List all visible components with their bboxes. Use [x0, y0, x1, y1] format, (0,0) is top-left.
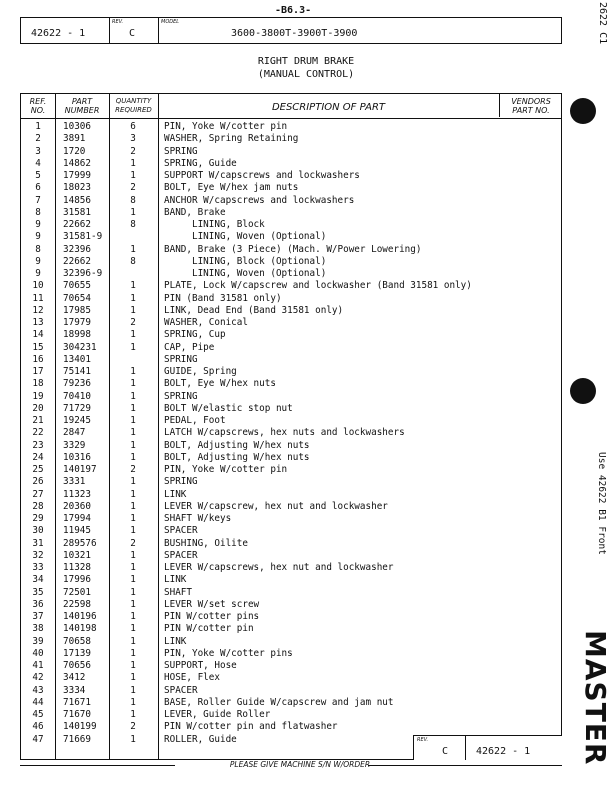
- part-number-cell: 17999: [63, 170, 91, 181]
- ref-cell: 15: [32, 341, 44, 353]
- quantity-cell: 1: [130, 525, 136, 537]
- description-cell: SPRING, Guide: [164, 157, 237, 169]
- description-cell: LINK: [164, 635, 187, 647]
- description-cell: BOLT, Eye W/hex jam nuts: [164, 182, 299, 194]
- part-number-cell: 3334: [63, 684, 86, 696]
- part-number-cell: 3891: [63, 133, 86, 145]
- ref-cell: 44: [32, 696, 44, 708]
- ref-cell: 9: [35, 219, 41, 230]
- table-row: [21, 158, 563, 170]
- quantity-cell: 1: [130, 733, 136, 745]
- table-row: [21, 182, 563, 194]
- table-row: [21, 403, 563, 415]
- ref-cell: 5: [35, 170, 41, 181]
- ref-cell: 47: [32, 733, 44, 745]
- part-number-cell: 10316: [63, 451, 91, 463]
- ref-cell: 27: [32, 488, 44, 500]
- col-header-vendors: VENDORS PART NO.: [511, 97, 551, 115]
- footer-rev-label: REV.: [417, 737, 429, 743]
- quantity-cell: 8: [130, 255, 136, 267]
- description-cell: BOLT, Adjusting W/hex nuts: [164, 451, 310, 463]
- part-number-cell: 72501: [63, 586, 91, 598]
- description-cell: PEDAL, Foot: [164, 415, 226, 426]
- ref-cell: 40: [32, 647, 44, 659]
- parts-table: [20, 93, 562, 760]
- quantity-cell: 1: [130, 549, 136, 561]
- ref-cell: 23: [32, 439, 44, 451]
- ref-cell: 24: [32, 451, 44, 463]
- description-cell: LEVER W/set screw: [164, 598, 260, 610]
- quantity-cell: 1: [130, 402, 136, 414]
- table-row: [21, 231, 563, 243]
- header-box: [20, 17, 562, 44]
- quantity-cell: 1: [130, 635, 136, 647]
- quantity-cell: 1: [130, 280, 136, 292]
- ref-cell: 25: [32, 464, 44, 475]
- quantity-cell: 1: [130, 598, 136, 610]
- part-number-cell: 140197: [63, 464, 97, 475]
- description-cell: BOLT, Adjusting W/hex nuts: [164, 439, 310, 451]
- ref-cell: 36: [32, 598, 44, 610]
- ref-cell: 14: [32, 329, 44, 341]
- table-row: [21, 440, 563, 452]
- table-row: [21, 244, 563, 256]
- col-header-ref: REF. NO.: [29, 97, 47, 115]
- part-number-cell: 71729: [63, 402, 91, 414]
- part-number-cell: 70655: [63, 280, 91, 292]
- description-cell: SPACER: [164, 549, 198, 561]
- part-number-cell: 17979: [63, 317, 91, 328]
- quantity-cell: 1: [130, 709, 136, 720]
- table-row: [21, 550, 563, 562]
- description-cell: SUPPORT, Hose: [164, 660, 237, 671]
- table-row: [21, 366, 563, 378]
- table-row: [21, 611, 563, 623]
- page-title: RIGHT DRUM BRAKE: [257, 56, 355, 67]
- quantity-cell: 6: [130, 121, 136, 132]
- quantity-cell: 1: [130, 488, 136, 500]
- ref-cell: 39: [32, 635, 44, 647]
- description-cell: LINING, Block (Optional): [164, 255, 327, 267]
- punch-hole-icon: [570, 378, 596, 404]
- part-number-cell: 17139: [63, 647, 91, 659]
- part-number-cell: 14862: [63, 157, 91, 169]
- quantity-cell: 2: [130, 145, 136, 157]
- ref-cell: 11: [32, 292, 44, 304]
- part-number-cell: 14856: [63, 194, 91, 206]
- part-number-cell: 13401: [63, 353, 91, 365]
- page-number: -B6.3-: [275, 5, 312, 16]
- table-row: [21, 697, 563, 709]
- ref-cell: 19: [32, 390, 44, 402]
- description-cell: LINING, Woven (Optional): [164, 268, 327, 279]
- table-row: [21, 280, 563, 292]
- quantity-cell: 1: [130, 206, 136, 218]
- quantity-cell: 1: [130, 170, 136, 181]
- table-row: [21, 489, 563, 501]
- part-number-cell: 11328: [63, 562, 91, 573]
- table-row: [21, 574, 563, 586]
- table-row: [21, 146, 563, 158]
- ref-cell: 2: [35, 133, 41, 145]
- part-number-cell: 32396: [63, 243, 91, 255]
- description-cell: LEVER W/capscrews, hex nut and lockwasher: [164, 562, 394, 573]
- ref-cell: 20: [32, 402, 44, 414]
- description-cell: WASHER, Conical: [164, 317, 248, 328]
- table-row: [21, 391, 563, 403]
- quantity-cell: 1: [130, 304, 136, 316]
- description-cell: ROLLER, Guide: [164, 733, 237, 745]
- description-cell: PIN W/cotter pins: [164, 611, 260, 622]
- part-number-cell: 17985: [63, 304, 91, 316]
- description-cell: LEVER, Guide Roller: [164, 709, 271, 720]
- table-row: [21, 329, 563, 341]
- col-header-description: DESCRIPTION OF PART: [271, 102, 386, 113]
- quantity-cell: 1: [130, 672, 136, 684]
- part-number-cell: 79236: [63, 378, 91, 390]
- part-number-cell: 31581: [63, 206, 91, 218]
- quantity-cell: 1: [130, 660, 136, 671]
- part-number-cell: 140198: [63, 623, 97, 635]
- table-row: [21, 709, 563, 721]
- quantity-cell: 1: [130, 427, 136, 439]
- footer-rev: C: [442, 746, 449, 757]
- part-number-cell: 17994: [63, 513, 91, 524]
- description-cell: SUPPORT W/capscrews and lockwashers: [164, 170, 360, 181]
- ref-cell: 21: [32, 415, 44, 426]
- description-cell: LINK: [164, 488, 187, 500]
- part-number-cell: 70654: [63, 292, 91, 304]
- table-row: [21, 525, 563, 537]
- table-row: [21, 476, 563, 488]
- ref-cell: 31: [32, 537, 44, 549]
- ref-cell: 17: [32, 366, 44, 377]
- table-row: [21, 305, 563, 317]
- quantity-cell: 1: [130, 329, 136, 341]
- quantity-cell: 1: [130, 476, 136, 488]
- description-cell: SHAFT W/keys: [164, 513, 232, 524]
- master-stamp: MASTER: [579, 630, 612, 766]
- table-row: [21, 685, 563, 697]
- table-row: [21, 672, 563, 684]
- quantity-cell: 3: [130, 133, 136, 145]
- description-cell: BAND, Brake: [164, 206, 226, 218]
- description-cell: PIN, Yoke W/cotter pin: [164, 464, 288, 475]
- description-cell: BASE, Roller Guide W/capscrew and jam nut: [164, 696, 394, 708]
- description-cell: LINING, Block: [164, 219, 265, 230]
- margin-note: Use 42622 B1 Front: [596, 452, 607, 555]
- description-cell: GUIDE, Spring: [164, 366, 237, 377]
- ref-cell: 45: [32, 709, 44, 720]
- description-cell: WASHER, Spring Retaining: [164, 133, 299, 145]
- quantity-cell: 1: [130, 647, 136, 659]
- quantity-cell: 1: [130, 243, 136, 255]
- ref-cell: 26: [32, 476, 44, 488]
- margin-code: 2622 C1: [597, 2, 608, 45]
- ref-cell: 42: [32, 672, 44, 684]
- table-row: [21, 219, 563, 231]
- part-number-cell: 71671: [63, 696, 91, 708]
- ref-cell: 41: [32, 660, 44, 671]
- quantity-cell: 1: [130, 439, 136, 451]
- ref-cell: 30: [32, 525, 44, 537]
- part-number-cell: 71670: [63, 709, 91, 720]
- ref-cell: 7: [35, 194, 41, 206]
- description-cell: SPRING, Cup: [164, 329, 226, 341]
- description-cell: HOSE, Flex: [164, 672, 220, 684]
- quantity-cell: 1: [130, 611, 136, 622]
- col-header-part: PART NUMBER: [64, 97, 100, 115]
- table-row: [21, 415, 563, 427]
- table-row: [21, 195, 563, 207]
- description-cell: CAP, Pipe: [164, 341, 215, 353]
- table-row: [21, 636, 563, 648]
- ref-cell: 4: [35, 157, 41, 169]
- table-row: [21, 599, 563, 611]
- ref-cell: 43: [32, 684, 44, 696]
- ref-cell: 6: [35, 182, 41, 194]
- description-cell: SPACER: [164, 684, 198, 696]
- ref-cell: 8: [35, 206, 41, 218]
- description-cell: SPRING: [164, 476, 198, 488]
- ref-cell: 37: [32, 611, 44, 622]
- part-number-cell: 31581-9: [63, 231, 103, 243]
- quantity-cell: 2: [130, 317, 136, 328]
- quantity-cell: 8: [130, 219, 136, 230]
- description-cell: PIN (Band 31581 only): [164, 292, 282, 304]
- quantity-cell: 1: [130, 696, 136, 708]
- part-number-cell: 22662: [63, 255, 91, 267]
- ref-cell: 9: [35, 268, 41, 279]
- quantity-cell: 2: [130, 182, 136, 194]
- footer-rev-box: [413, 735, 562, 760]
- description-cell: LINK, Dead End (Band 31581 only): [164, 304, 344, 316]
- quantity-cell: 1: [130, 390, 136, 402]
- footer-note: PLEASE GIVE MACHINE S/N W/ORDER: [229, 760, 371, 769]
- quantity-cell: 2: [130, 537, 136, 549]
- description-cell: SHAFT: [164, 586, 192, 598]
- table-row: [21, 501, 563, 513]
- table-row: [21, 623, 563, 635]
- ref-cell: 16: [32, 353, 44, 365]
- description-cell: SPACER: [164, 525, 198, 537]
- quantity-cell: 1: [130, 378, 136, 390]
- description-cell: BUSHING, Oilite: [164, 537, 248, 549]
- part-number-cell: 140196: [63, 611, 97, 622]
- table-row: [21, 268, 563, 280]
- part-number-cell: 17996: [63, 574, 91, 586]
- description-cell: SPRING: [164, 145, 198, 157]
- part-number-cell: 3329: [63, 439, 86, 451]
- quantity-cell: 1: [130, 513, 136, 524]
- part-number-cell: 20360: [63, 500, 91, 512]
- ref-cell: 9: [35, 231, 41, 243]
- table-row: [21, 378, 563, 390]
- quantity-cell: 2: [130, 721, 136, 733]
- ref-cell: 35: [32, 586, 44, 598]
- table-row: [21, 354, 563, 366]
- description-cell: ANCHOR W/capscrews and lockwashers: [164, 194, 355, 206]
- part-number-cell: 70410: [63, 390, 91, 402]
- quantity-cell: 1: [130, 586, 136, 598]
- ref-cell: 22: [32, 427, 44, 439]
- part-number-cell: 70658: [63, 635, 91, 647]
- part-number-cell: 32396-9: [63, 268, 103, 279]
- part-number-cell: 18023: [63, 182, 91, 194]
- quantity-cell: 1: [130, 341, 136, 353]
- table-row: [21, 317, 563, 329]
- quantity-cell: 8: [130, 194, 136, 206]
- ref-cell: 46: [32, 721, 44, 733]
- table-row: [21, 452, 563, 464]
- part-number-cell: 289576: [63, 537, 97, 549]
- table-row: [21, 133, 563, 145]
- ref-cell: 32: [32, 549, 44, 561]
- table-row: [21, 660, 563, 672]
- table-row: [21, 293, 563, 305]
- description-cell: BAND, Brake (3 Piece) (Mach. W/Power Lowering): [164, 243, 422, 255]
- quantity-cell: 1: [130, 415, 136, 426]
- ref-cell: 1: [35, 121, 41, 132]
- ref-cell: 18: [32, 378, 44, 390]
- quantity-cell: 1: [130, 562, 136, 573]
- quantity-cell: 1: [130, 157, 136, 169]
- part-number-cell: 2847: [63, 427, 86, 439]
- description-cell: PIN, Yoke W/cotter pin: [164, 121, 288, 132]
- ref-cell: 29: [32, 513, 44, 524]
- description-cell: SPRING: [164, 390, 198, 402]
- punch-hole-icon: [570, 98, 596, 124]
- description-cell: PLATE, Lock W/capscrew and lockwasher (Band 31581 only): [164, 280, 472, 292]
- description-cell: LINING, Woven (Optional): [164, 231, 327, 243]
- header-part-number: 42622 - 1: [31, 28, 86, 39]
- table-row: [21, 342, 563, 354]
- description-cell: PIN, Yoke W/cotter pins: [164, 647, 293, 659]
- description-cell: PIN W/cotter pin: [164, 623, 254, 635]
- part-number-cell: 71669: [63, 733, 91, 745]
- table-row: [21, 648, 563, 660]
- ref-cell: 12: [32, 304, 44, 316]
- header-model-label: MODEL: [161, 19, 180, 25]
- table-row: [21, 562, 563, 574]
- part-number-cell: 19245: [63, 415, 91, 426]
- description-cell: LATCH W/capscrews, hex nuts and lockwashers: [164, 427, 405, 439]
- quantity-cell: 1: [130, 623, 136, 635]
- description-cell: BOLT W/elastic stop nut: [164, 402, 293, 414]
- part-number-cell: 22662: [63, 219, 91, 230]
- header-model: 3600-3800T-3900T-3900: [231, 28, 358, 39]
- ref-cell: 10: [32, 280, 44, 292]
- table-row: [21, 170, 563, 182]
- ref-cell: 38: [32, 623, 44, 635]
- page-subtitle: (MANUAL CONTROL): [257, 69, 355, 80]
- table-row: [21, 121, 563, 133]
- header-rev: C: [129, 28, 136, 39]
- quantity-cell: 2: [130, 464, 136, 475]
- description-cell: SPRING: [164, 353, 198, 365]
- quantity-cell: 1: [130, 451, 136, 463]
- part-number-cell: 70656: [63, 660, 91, 671]
- table-row: [21, 587, 563, 599]
- table-row: [21, 538, 563, 550]
- quantity-cell: 1: [130, 366, 136, 377]
- header-rev-label: REV.: [112, 19, 124, 25]
- quantity-cell: 1: [130, 574, 136, 586]
- description-cell: PIN W/cotter pin and flatwasher: [164, 721, 338, 733]
- table-row: [21, 721, 563, 733]
- ref-cell: 33: [32, 562, 44, 573]
- table-row: [21, 207, 563, 219]
- part-number-cell: 11323: [63, 488, 91, 500]
- part-number-cell: 140199: [63, 721, 97, 733]
- part-number-cell: 3412: [63, 672, 86, 684]
- part-number-cell: 3331: [63, 476, 86, 488]
- part-number-cell: 1720: [63, 145, 86, 157]
- description-cell: LEVER W/capscrew, hex nut and lockwasher: [164, 500, 388, 512]
- part-number-cell: 75141: [63, 366, 91, 377]
- description-cell: BOLT, Eye W/hex nuts: [164, 378, 276, 390]
- footer-part-number: 42622 - 1: [476, 746, 531, 757]
- ref-cell: 3: [35, 145, 41, 157]
- ref-cell: 8: [35, 243, 41, 255]
- description-cell: LINK: [164, 574, 187, 586]
- ref-cell: 9: [35, 255, 41, 267]
- table-row: [21, 513, 563, 525]
- ref-cell: 28: [32, 500, 44, 512]
- quantity-cell: 1: [130, 684, 136, 696]
- ref-cell: 13: [32, 317, 44, 328]
- part-number-cell: 10321: [63, 549, 91, 561]
- table-row: [21, 256, 563, 268]
- table-row: [21, 427, 563, 439]
- quantity-cell: 1: [130, 500, 136, 512]
- quantity-cell: 1: [130, 292, 136, 304]
- col-header-quantity: QUANTITY REQUIRED: [115, 97, 152, 114]
- part-number-cell: 18998: [63, 329, 91, 341]
- part-number-cell: 22598: [63, 598, 91, 610]
- table-row: [21, 464, 563, 476]
- part-number-cell: 10306: [63, 121, 91, 132]
- part-number-cell: 11945: [63, 525, 91, 537]
- ref-cell: 34: [32, 574, 44, 586]
- part-number-cell: 304231: [63, 341, 97, 353]
